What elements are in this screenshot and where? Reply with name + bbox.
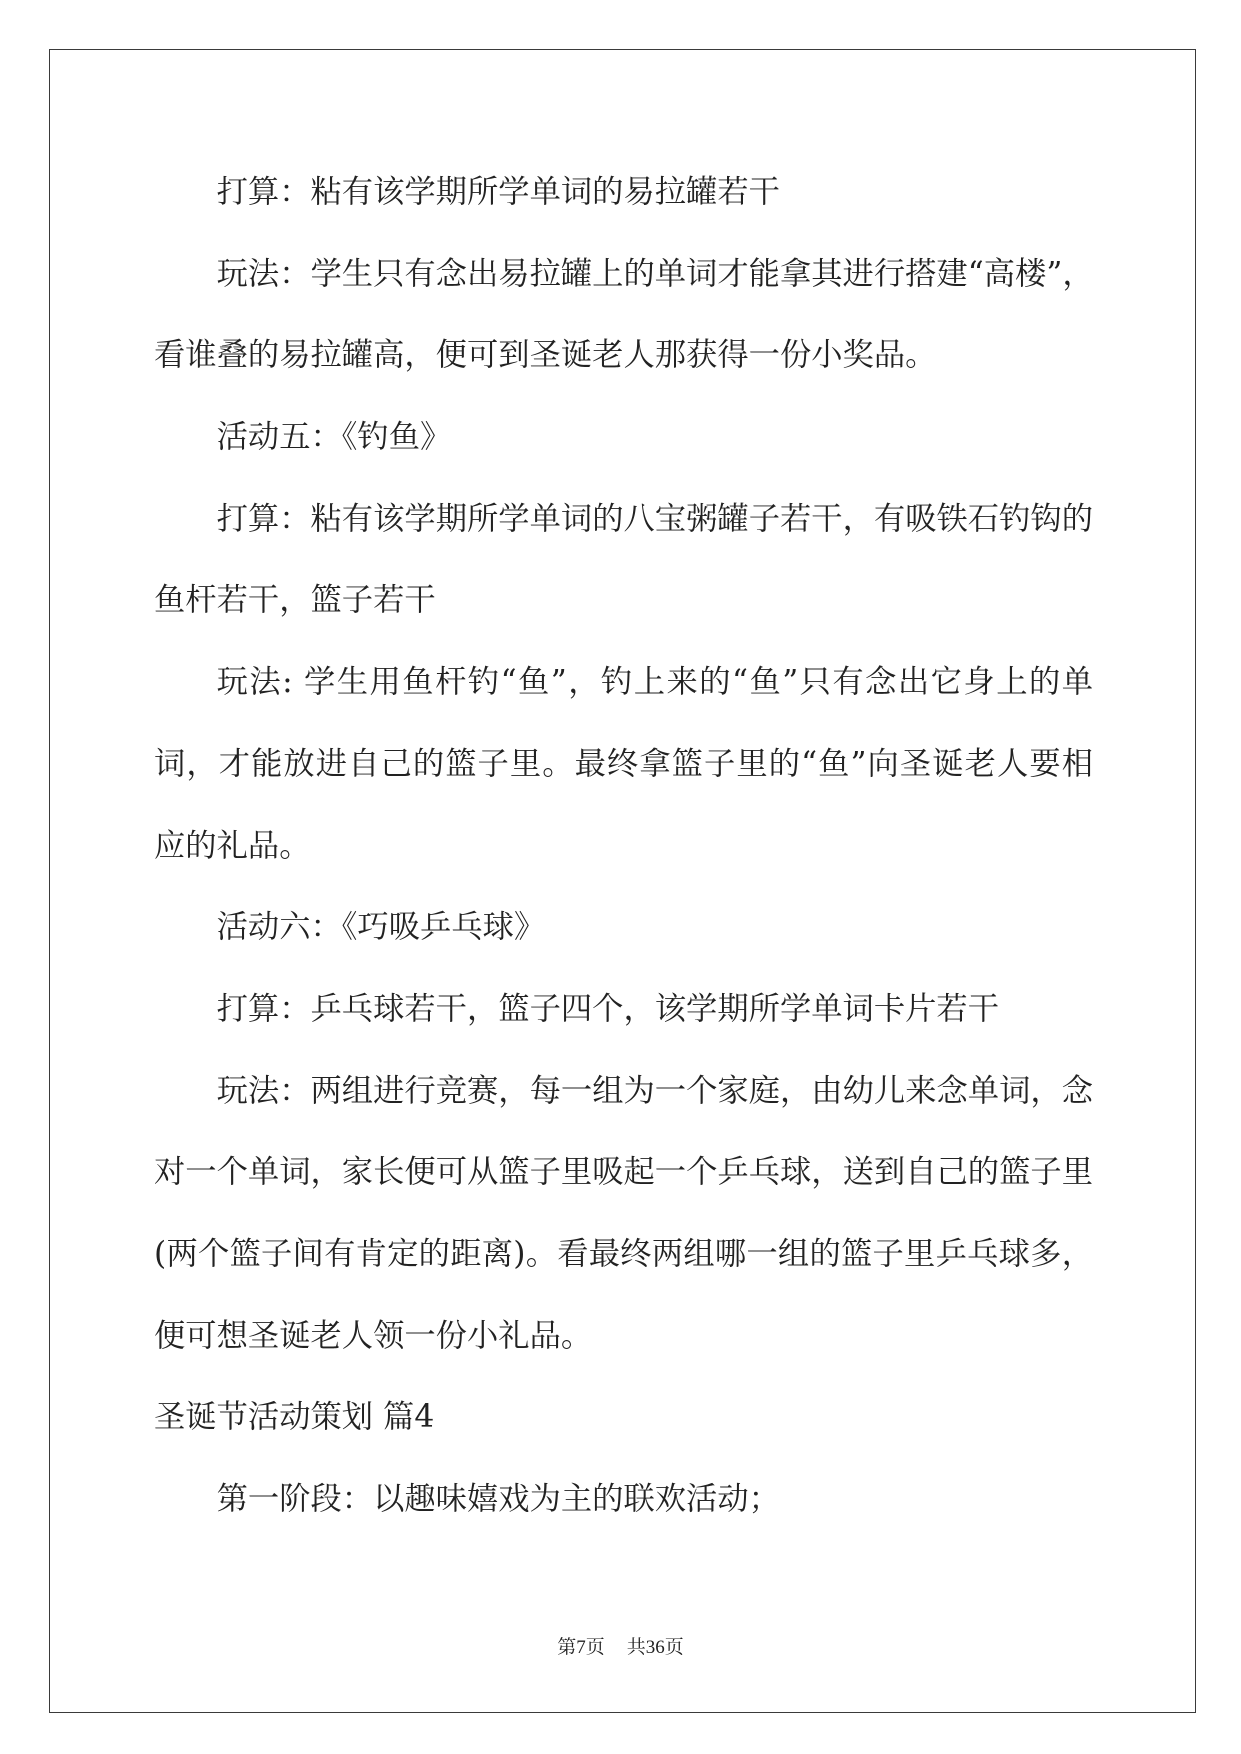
- page-number: 第7页: [557, 1637, 605, 1658]
- paragraph-line: 鱼杆若干，篮子若干: [154, 582, 436, 619]
- paragraph-line: 对一个单词，家长便可从篮子里吸起一个乒乓球，送到自己的篮子里: [154, 1154, 1093, 1191]
- paragraph-line: 玩法：学生只有念出易拉罐上的单词才能拿其进行搭建“高楼”，: [216, 255, 1094, 292]
- paragraph: [154, 969, 1093, 1051]
- paragraph-line: 应的礼品。: [154, 827, 311, 864]
- paragraph-line: 词，才能放进自己的篮子里。最终拿篮子里的“鱼”向圣诞老人要相: [154, 745, 1093, 782]
- paragraph: [154, 887, 1093, 969]
- paragraph: [154, 1459, 1093, 1541]
- paragraph-line: 第一阶段：以趣味嬉戏为主的联欢活动；: [216, 1481, 780, 1517]
- paragraph-line: 看谁叠的易拉罐高，便可到圣诞老人那获得一份小奖品。: [154, 337, 937, 374]
- paragraph-line: 玩法: 学生用鱼杆钓“鱼”，钓上来的“鱼”只有念出它身上的单: [216, 664, 1093, 701]
- paragraph-line: 打算：粘有该学期所学单词的易拉罐若干: [216, 174, 780, 210]
- paragraph: [154, 234, 1093, 397]
- paragraph: [154, 1051, 1093, 1378]
- activity-title: 活动五：《钓鱼》: [216, 419, 452, 456]
- page-footer: [0, 1634, 1241, 1662]
- activity-title: 活动六：《巧吸乒乓球》: [216, 909, 546, 946]
- paragraph: [154, 642, 1093, 887]
- page-total: 共36页: [626, 1637, 684, 1658]
- paragraph: [154, 397, 1093, 479]
- paragraph-line: 玩法：两组进行竞赛，每一组为一个家庭，由幼儿来念单词，念: [216, 1072, 1093, 1109]
- paragraph: [154, 479, 1093, 642]
- paragraph-line: 便可想圣诞老人领一份小礼品。: [154, 1317, 593, 1354]
- paragraph: [154, 152, 1093, 234]
- paragraph-line: (两个篮子间有肯定的距离)。看最终两组哪一组的篮子里乒乓球多，: [154, 1235, 1093, 1272]
- document-body: [154, 152, 1093, 1541]
- section-heading: 圣诞节活动策划 篇4: [154, 1399, 435, 1436]
- paragraph-line: 打算：粘有该学期所学单词的八宝粥罐子若干，有吸铁石钓钩的: [216, 500, 1093, 537]
- paragraph-line: 打算：乒乓球若干，篮子四个，该学期所学单词卡片若干: [216, 990, 1000, 1027]
